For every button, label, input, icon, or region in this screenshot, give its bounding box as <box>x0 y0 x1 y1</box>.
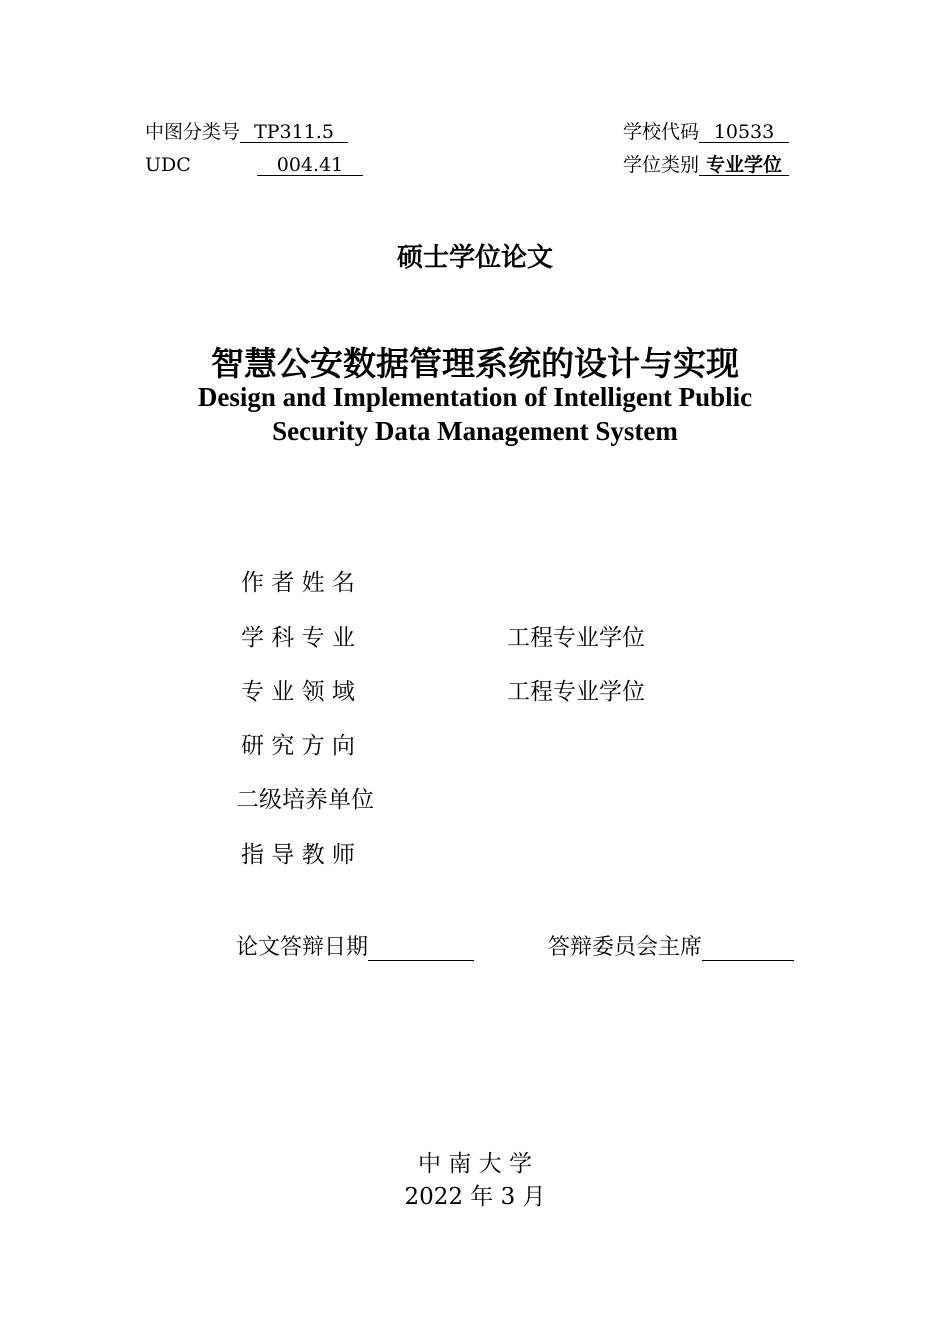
doc-type: 硕士学位论文 <box>396 243 553 273</box>
defense-chair-line <box>702 938 794 961</box>
defense-date-row <box>236 930 474 961</box>
field-author-label: 作 者 姓 名 <box>241 570 355 596</box>
udc-label: UDC <box>145 154 191 176</box>
university-name: 中 南 大 学 <box>418 1151 532 1177</box>
school-code-value: 10533 <box>699 122 789 143</box>
defense-date-label: 论文答辩日期 <box>236 935 369 960</box>
defense-chair-label: 答辩委员会主席 <box>548 935 703 960</box>
clc-label: 中图分类号 <box>145 121 241 143</box>
field-discipline-value: 工程专业学位 <box>507 625 645 651</box>
field-unit-label: 二级培养单位 <box>236 787 374 813</box>
clc-value: TP311.5 <box>240 122 348 143</box>
field-domain-label: 专 业 领 域 <box>241 679 355 705</box>
degree-type-row <box>623 153 789 177</box>
school-code-label: 学校代码 <box>623 121 700 143</box>
field-discipline-label: 学 科 专 业 <box>241 625 355 651</box>
title-zh: 智慧公安数据管理系统的设计与实现 <box>211 344 739 383</box>
field-advisor-label: 指 导 教 师 <box>241 842 355 868</box>
degree-type-value: 专业学位 <box>699 155 789 176</box>
degree-type-label: 学位类别 <box>623 154 700 176</box>
defense-date-line <box>368 938 474 961</box>
field-domain-value: 工程专业学位 <box>507 679 645 705</box>
title-en-line1: Design and Implementation of Intelligent Public <box>197 382 753 412</box>
defense-chair-row <box>548 930 794 961</box>
publish-date: 2022 年 3 月 <box>404 1184 546 1210</box>
school-code-row <box>623 120 789 144</box>
udc-row <box>145 153 363 177</box>
title-en-line2: Security Data Management System <box>272 416 678 446</box>
udc-value: 004.41 <box>257 155 363 176</box>
clc-row <box>145 120 348 144</box>
field-research-label: 研 究 方 向 <box>241 733 355 759</box>
